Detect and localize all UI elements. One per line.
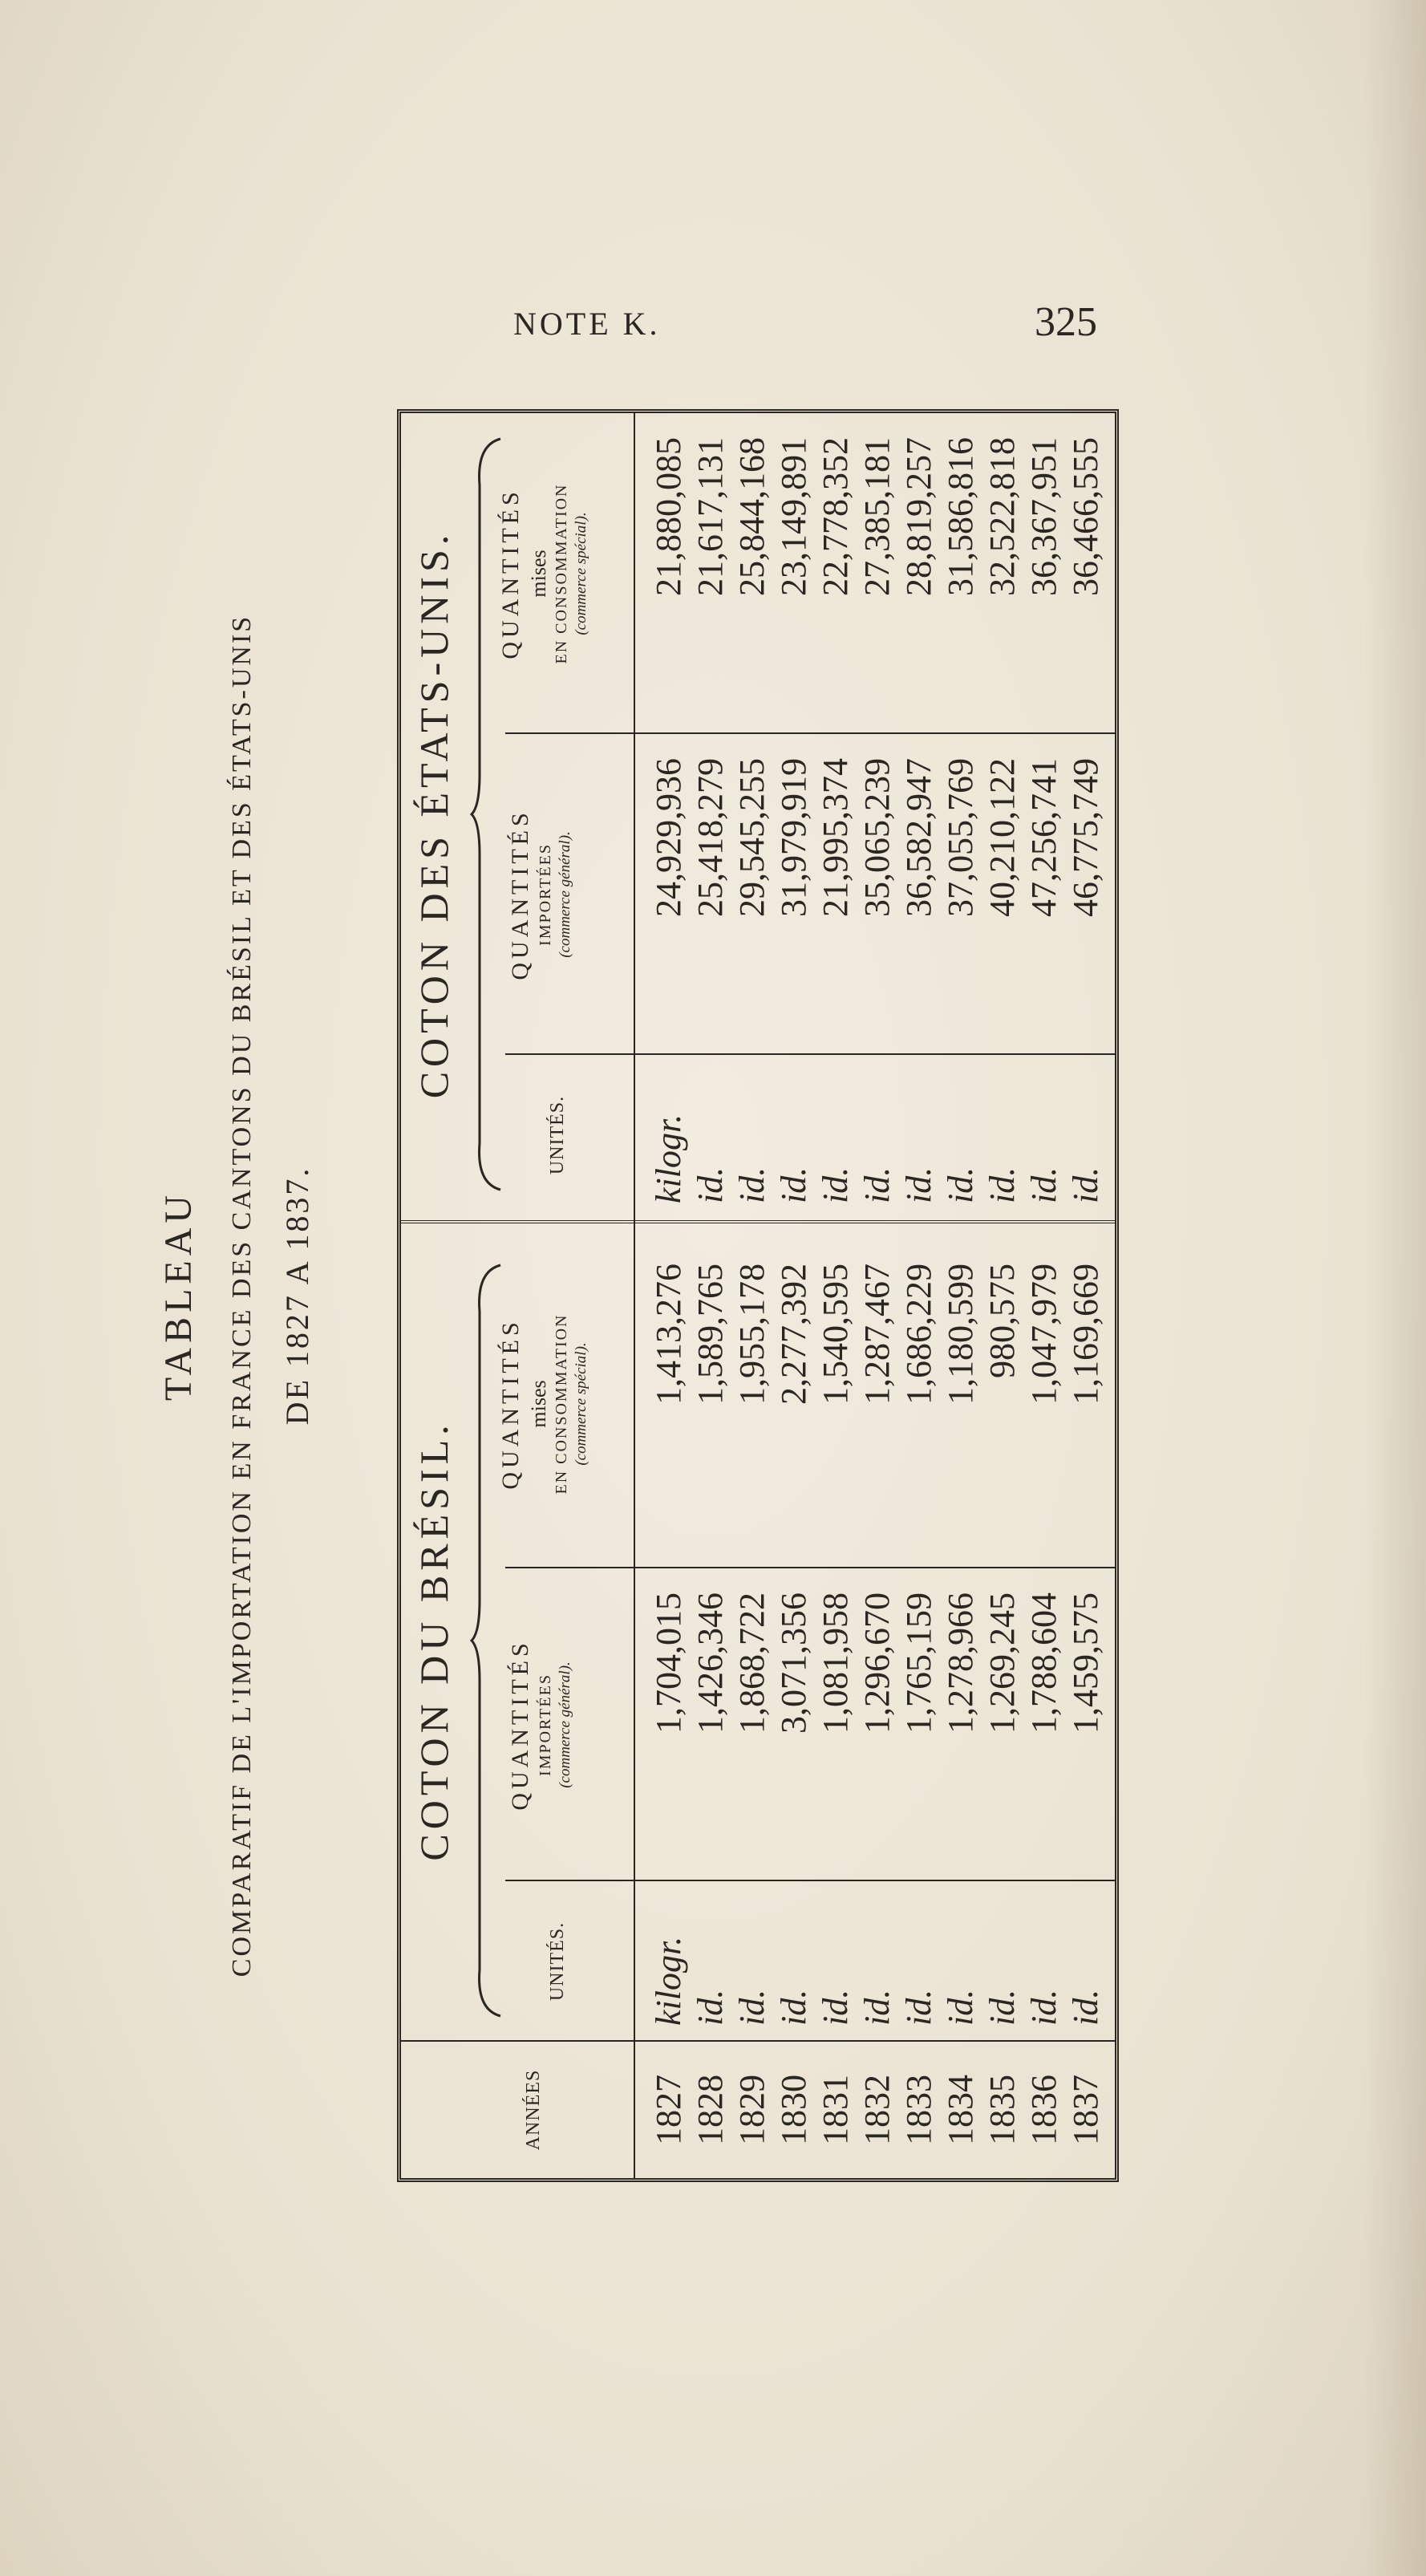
header-imported-usa-l1: QUANTITÉS [507, 809, 533, 980]
cell-usa-imported: 40,210,122 [982, 758, 1022, 917]
header-imported-usa-l3: (commerce général). [556, 831, 573, 958]
cell-usa-unit: id. [774, 1166, 813, 1203]
header-consumed-usa-l2: mises [526, 550, 550, 598]
cell-usa-imported: 24,929,936 [649, 758, 688, 917]
cell-usa-consumed: 21,880,085 [649, 437, 688, 596]
header-consumed-brazil-l4: (commerce spécial). [573, 1342, 589, 1466]
header-imported-brazil-l2: IMPORTÉES [536, 1673, 554, 1776]
cell-brazil-consumed: 1,180,599 [941, 1264, 980, 1405]
cell-usa-consumed: 27,385,181 [857, 437, 897, 596]
header-imported-usa [505, 734, 574, 1055]
cell-brazil-unit: id. [774, 1989, 813, 2026]
table-subtitle: COMPARATIF DE L'IMPORTATION EN FRANCE DES CANTONS DU BRÉSIL ET DES ÉTATS-UNIS [227, 614, 257, 1978]
cell-year: 1837 [1066, 2075, 1105, 2145]
cell-usa-unit: id. [1024, 1166, 1063, 1203]
cell-usa-consumed: 23,149,891 [774, 437, 813, 596]
cell-year: 1834 [941, 2075, 980, 2145]
cell-year: 1830 [774, 2075, 813, 2145]
cell-brazil-imported: 1,426,346 [691, 1592, 730, 1734]
header-units-usa: UNITÉS. [547, 1095, 568, 1175]
cell-year: 1833 [899, 2075, 938, 2145]
rule-groups [401, 1220, 1115, 1223]
page-number: 325 [1035, 299, 1097, 345]
cell-brazil-consumed: 1,540,595 [816, 1264, 855, 1405]
page-edge-shadow [1363, 0, 1426, 2576]
cell-brazil-consumed: 1,169,669 [1066, 1264, 1105, 1405]
cell-brazil-consumed: 1,589,765 [691, 1264, 730, 1405]
table-title-block [156, 401, 397, 2190]
cell-brazil-imported: 1,765,159 [899, 1592, 938, 1734]
cell-brazil-imported: 1,081,958 [816, 1592, 855, 1734]
rotated-table-block [156, 401, 1127, 2190]
cell-year: 1827 [649, 2075, 688, 2145]
running-head [0, 299, 1426, 361]
cell-brazil-consumed: 1,047,979 [1024, 1264, 1063, 1405]
cell-usa-imported: 35,065,239 [857, 758, 897, 917]
cell-brazil-imported: 1,788,604 [1024, 1592, 1063, 1734]
header-consumed-brazil-l2: mises [526, 1380, 550, 1428]
cell-brazil-imported: 1,278,966 [941, 1592, 980, 1734]
cell-year: 1835 [982, 2075, 1022, 2145]
header-consumed-usa [496, 413, 591, 734]
cell-year: 1832 [857, 2075, 897, 2145]
header-consumed-usa-l4: (commerce spécial). [573, 512, 589, 635]
cell-usa-imported: 21,995,374 [816, 758, 855, 917]
cell-usa-unit: id. [857, 1166, 897, 1203]
cell-brazil-unit: id. [857, 1989, 897, 2026]
cell-brazil-consumed: 1,686,229 [899, 1264, 938, 1405]
cell-usa-unit: id. [899, 1166, 938, 1203]
table-date-range: DE 1827 A 1837. [279, 1166, 315, 1426]
comparison-table [397, 409, 1119, 2182]
header-usa-group: COTON DES ÉTATS-UNIS. [411, 529, 456, 1099]
cell-brazil-imported: 3,071,356 [774, 1592, 813, 1734]
cell-usa-unit: id. [1066, 1166, 1105, 1203]
header-imported-brazil [505, 1568, 574, 1881]
cell-brazil-consumed: 1,287,467 [857, 1264, 897, 1405]
cell-usa-unit: id. [691, 1166, 730, 1203]
header-imported-brazil-l1: QUANTITÉS [507, 1639, 533, 1811]
cell-brazil-unit: id. [941, 1989, 980, 2026]
cell-usa-consumed: 21,617,131 [691, 437, 730, 596]
cell-usa-unit: id. [732, 1166, 772, 1203]
cell-brazil-unit: id. [1066, 1989, 1105, 2026]
cell-brazil-unit: kilogr. [649, 1936, 688, 2026]
header-consumed-brazil [496, 1239, 591, 1568]
cell-usa-consumed: 32,522,818 [982, 437, 1022, 596]
header-brazil-group: COTON DU BRÉSIL. [411, 1420, 456, 1861]
header-units-brazil: UNITÉS. [547, 1921, 568, 2002]
cell-usa-imported: 29,545,255 [732, 758, 772, 917]
header-imported-brazil-l3: (commerce général). [556, 1661, 573, 1788]
cell-brazil-imported: 1,459,575 [1066, 1592, 1105, 1734]
cell-brazil-unit: id. [899, 1989, 938, 2026]
cell-usa-consumed: 22,778,352 [816, 437, 855, 596]
cell-usa-imported: 31,979,919 [774, 758, 813, 917]
cell-brazil-imported: 1,868,722 [732, 1592, 772, 1734]
cell-usa-unit: id. [941, 1166, 980, 1203]
header-consumed-brazil-l1: QUANTITÉS [497, 1318, 524, 1490]
cell-usa-imported: 36,582,947 [899, 758, 938, 917]
cell-brazil-consumed: 980,575 [982, 1264, 1022, 1378]
cell-year: 1829 [732, 2075, 772, 2145]
cell-usa-unit: id. [982, 1166, 1022, 1203]
cell-usa-consumed: 25,844,168 [732, 437, 772, 596]
cell-year: 1831 [816, 2075, 855, 2145]
cell-brazil-imported: 1,296,670 [857, 1592, 897, 1734]
cell-usa-consumed: 36,367,951 [1024, 437, 1063, 596]
rule-header-bottom [634, 413, 635, 2178]
header-consumed-brazil-l3: EN CONSOMMATION [553, 1313, 570, 1495]
cell-brazil-consumed: 1,955,178 [732, 1264, 772, 1405]
header-imported-usa-l2: IMPORTÉES [536, 843, 554, 946]
cell-year: 1828 [691, 2075, 730, 2145]
header-years: ANNÉES [523, 2069, 544, 2151]
running-head-title: NOTE K. [513, 306, 661, 342]
cell-usa-imported: 47,256,741 [1024, 758, 1063, 917]
cell-usa-imported: 46,775,749 [1066, 758, 1105, 917]
cell-brazil-unit: id. [732, 1989, 772, 2026]
cell-brazil-unit: id. [691, 1989, 730, 2026]
cell-brazil-unit: id. [982, 1989, 1022, 2026]
cell-year: 1836 [1024, 2075, 1063, 2145]
header-consumed-usa-l1: QUANTITÉS [497, 488, 524, 659]
cell-usa-consumed: 36,466,555 [1066, 437, 1105, 596]
cell-brazil-imported: 1,269,245 [982, 1592, 1022, 1734]
header-consumed-usa-l3: EN CONSOMMATION [553, 483, 570, 664]
cell-brazil-consumed: 1,413,276 [649, 1264, 688, 1405]
cell-usa-imported: 25,418,279 [691, 758, 730, 917]
cell-brazil-unit: id. [1024, 1989, 1063, 2026]
cell-usa-imported: 37,055,769 [941, 758, 980, 917]
cell-usa-unit: kilogr. [649, 1114, 688, 1203]
table-title: TABLEAU [157, 1190, 200, 1402]
cell-usa-consumed: 31,586,816 [941, 437, 980, 596]
cell-usa-unit: id. [816, 1166, 855, 1203]
cell-brazil-imported: 1,704,015 [649, 1592, 688, 1734]
cell-brazil-unit: id. [816, 1989, 855, 2026]
cell-usa-consumed: 28,819,257 [899, 437, 938, 596]
cell-brazil-consumed: 2,277,392 [774, 1264, 813, 1405]
